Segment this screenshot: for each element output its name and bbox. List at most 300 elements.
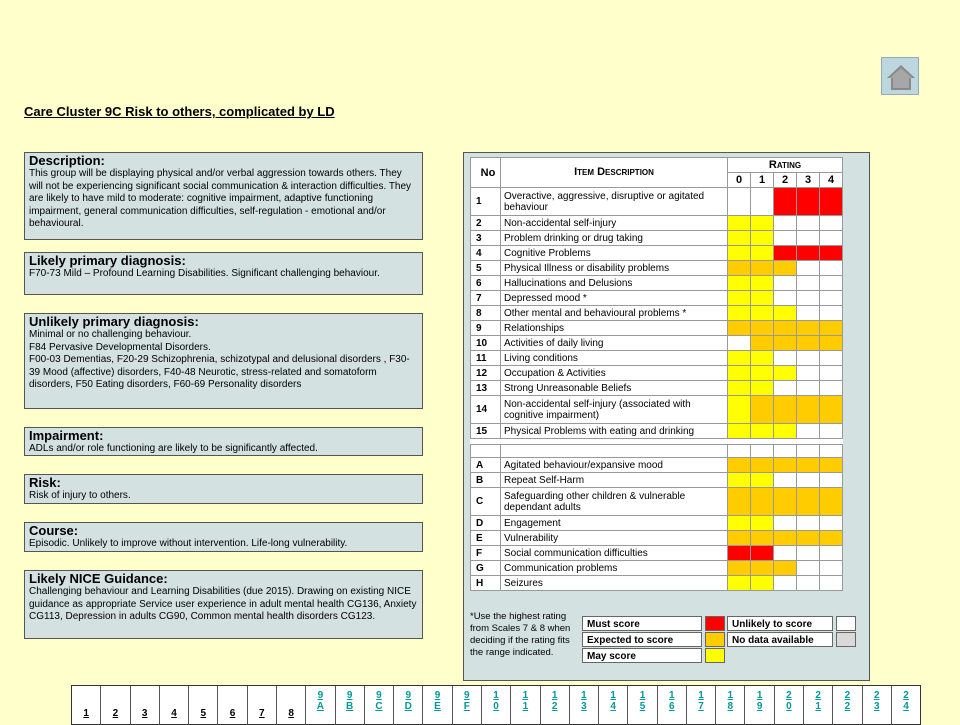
rating-cell bbox=[820, 261, 843, 276]
nav-link-line1: 3 bbox=[141, 708, 148, 719]
item-number: 1 bbox=[471, 188, 501, 216]
table-row bbox=[471, 488, 843, 516]
nav-link-line1: 1 bbox=[493, 690, 499, 701]
item-description: Agitated behaviour/expansive mood bbox=[501, 458, 728, 473]
nav-link-line2: A bbox=[316, 701, 324, 712]
nav-link-line2: 2 bbox=[551, 701, 558, 712]
legend-unlikely-swatch bbox=[836, 616, 856, 631]
nav-link-cluster[interactable] bbox=[72, 686, 101, 724]
rating-cell bbox=[820, 188, 843, 216]
rating-cell bbox=[751, 561, 774, 576]
item-number: E bbox=[471, 531, 501, 546]
legend-unlikely-score: Unlikely to score bbox=[727, 616, 833, 631]
info-panel-heading: Likely NICE Guidance: bbox=[29, 571, 168, 586]
rating-cell bbox=[774, 396, 797, 424]
nav-link-cluster[interactable] bbox=[306, 686, 335, 724]
item-description: Problem drinking or drug taking bbox=[501, 231, 728, 246]
rating-cell bbox=[774, 291, 797, 306]
rating-cell bbox=[797, 396, 820, 424]
item-number: 7 bbox=[471, 291, 501, 306]
rating-cell bbox=[728, 231, 751, 246]
rating-cell bbox=[774, 246, 797, 261]
table-row bbox=[471, 576, 843, 591]
nav-link-cluster[interactable] bbox=[160, 686, 189, 724]
separator-row bbox=[471, 445, 843, 458]
nav-link-line2: 0 bbox=[786, 701, 792, 712]
item-description: Social communication difficulties bbox=[501, 546, 728, 561]
info-panel-heading: Risk: bbox=[29, 475, 61, 490]
info-panel-text: This group will be displaying physical and/or verbal aggression towards others. They will not be experiencing significant social communication & interaction difficulties. They are likely to have mild to moderate: cognitive impairment, adaptive functioning impairment, general communication difficulties, self-regulation - emotional and/or behavioural. bbox=[29, 168, 412, 229]
rating-cell bbox=[728, 531, 751, 546]
rating-cell bbox=[797, 291, 820, 306]
table-row bbox=[471, 291, 843, 306]
rating-cell bbox=[820, 561, 843, 576]
rating-cell bbox=[774, 473, 797, 488]
rating-cell bbox=[751, 231, 774, 246]
legend-must-score: Must score bbox=[582, 616, 702, 631]
rating-cell bbox=[751, 291, 774, 306]
rating-cell bbox=[728, 561, 751, 576]
item-number: D bbox=[471, 516, 501, 531]
item-description: Non-accidental self-injury bbox=[501, 216, 728, 231]
rating-cell bbox=[751, 188, 774, 216]
rating-cell bbox=[728, 336, 751, 351]
item-number: 6 bbox=[471, 276, 501, 291]
rating-cell bbox=[751, 396, 774, 424]
nav-link-cluster[interactable] bbox=[892, 686, 920, 724]
nav-link-cluster[interactable] bbox=[658, 686, 687, 724]
rating-cell bbox=[774, 576, 797, 591]
rating-cell bbox=[820, 321, 843, 336]
nav-link-line1: 7 bbox=[259, 708, 265, 719]
item-number: 15 bbox=[471, 424, 501, 439]
table-row bbox=[471, 531, 843, 546]
info-panel-text: Challenging behaviour and Learning Disabilities (due 2015). Drawing on existing NICE guidance as appropriate Service user experience in adult mental health CG136, Anxiety CG113, Depression in adults CG90, Common mental health disorders CG123. bbox=[29, 586, 417, 622]
rating-cell bbox=[774, 306, 797, 321]
nav-link-line1: 1 bbox=[668, 690, 675, 701]
nav-link-line1: 5 bbox=[200, 708, 207, 719]
nav-link-cluster[interactable] bbox=[775, 686, 804, 724]
nav-link-line1: 2 bbox=[815, 690, 821, 701]
nav-link-cluster[interactable] bbox=[570, 686, 599, 724]
item-number: 2 bbox=[471, 216, 501, 231]
rating-cell bbox=[774, 231, 797, 246]
home-icon bbox=[886, 63, 916, 91]
rating-cell bbox=[797, 488, 820, 516]
rating-cell bbox=[797, 231, 820, 246]
info-panel-heading: Impairment: bbox=[29, 428, 104, 443]
rating-table bbox=[470, 157, 843, 591]
item-description: Physical Illness or disability problems bbox=[501, 261, 728, 276]
nav-link-cluster[interactable] bbox=[863, 686, 892, 724]
nav-link-line2: 8 bbox=[727, 701, 734, 712]
rating-cell bbox=[728, 546, 751, 561]
rating-level-header: 1 bbox=[751, 173, 774, 188]
nav-link-line2: 5 bbox=[639, 701, 646, 712]
rating-cell bbox=[751, 351, 774, 366]
item-description: Non-accidental self-injury (associated with cognitive impairment) bbox=[501, 396, 728, 424]
legend-may-score: May score bbox=[582, 648, 702, 663]
item-description: Strong Unreasonable Beliefs bbox=[501, 381, 728, 396]
rating-cell bbox=[797, 261, 820, 276]
nav-link-cluster[interactable] bbox=[131, 686, 160, 724]
nav-link-cluster[interactable] bbox=[599, 686, 628, 724]
item-description: Depressed mood * bbox=[501, 291, 728, 306]
rating-cell bbox=[728, 188, 751, 216]
rating-cell bbox=[751, 473, 774, 488]
rating-cell bbox=[774, 261, 797, 276]
rating-cell bbox=[820, 396, 843, 424]
nav-link-cluster[interactable] bbox=[336, 686, 365, 724]
nav-link-cluster[interactable] bbox=[716, 686, 745, 724]
item-description: Engagement bbox=[501, 516, 728, 531]
rating-cell bbox=[820, 424, 843, 439]
table-row bbox=[471, 276, 843, 291]
nav-link-cluster[interactable] bbox=[218, 686, 247, 724]
rating-cell bbox=[751, 381, 774, 396]
rating-cell bbox=[797, 321, 820, 336]
rating-level-header: 0 bbox=[728, 173, 751, 188]
rating-cell bbox=[797, 561, 820, 576]
rating-level-header: 3 bbox=[797, 173, 820, 188]
rating-cell bbox=[728, 306, 751, 321]
rating-cell bbox=[774, 351, 797, 366]
rating-cell bbox=[774, 321, 797, 336]
info-panel-text: F70-73 Mild – Profound Learning Disabilities. Significant challenging behaviour. bbox=[29, 268, 380, 279]
rating-cell bbox=[820, 306, 843, 321]
rating-cell bbox=[797, 351, 820, 366]
rating-cell bbox=[728, 351, 751, 366]
item-description: Relationships bbox=[501, 321, 728, 336]
nav-link-line1: 1 bbox=[551, 690, 558, 701]
item-description: Vulnerability bbox=[501, 531, 728, 546]
item-description: Activities of daily living bbox=[501, 336, 728, 351]
item-description: Physical Problems with eating and drinking bbox=[501, 424, 728, 439]
item-number: 8 bbox=[471, 306, 501, 321]
rating-level-header: 4 bbox=[820, 173, 843, 188]
rating-cell bbox=[774, 366, 797, 381]
rating-cell bbox=[751, 458, 774, 473]
table-row bbox=[471, 366, 843, 381]
nav-link-cluster[interactable] bbox=[365, 686, 394, 724]
nav-link-line1: 2 bbox=[112, 708, 119, 719]
page-title: Care Cluster 9C Risk to others, complicated by LD bbox=[24, 104, 335, 119]
rating-cell bbox=[728, 366, 751, 381]
nav-link-line2: B bbox=[346, 701, 354, 712]
rating-cell bbox=[797, 516, 820, 531]
nav-link-line2: 0 bbox=[493, 701, 499, 712]
table-row bbox=[471, 396, 843, 424]
nav-link-line2: E bbox=[434, 701, 441, 712]
nav-link-line2: 4 bbox=[903, 701, 909, 712]
nav-link-line2: 1 bbox=[815, 701, 821, 712]
nav-link-cluster[interactable] bbox=[453, 686, 482, 724]
nav-link-line1: 9 bbox=[464, 690, 470, 701]
table-row bbox=[471, 188, 843, 216]
rating-cell bbox=[820, 216, 843, 231]
col-rating-header: Rating bbox=[728, 158, 843, 173]
nav-link-cluster[interactable] bbox=[745, 686, 774, 724]
cluster-nav-bar bbox=[71, 685, 921, 725]
nav-link-line1: 9 bbox=[405, 690, 412, 701]
rating-cell bbox=[728, 458, 751, 473]
rating-cell bbox=[797, 546, 820, 561]
nav-link-line2: C bbox=[375, 701, 383, 712]
nav-link-cluster[interactable] bbox=[423, 686, 452, 724]
rating-cell bbox=[751, 488, 774, 516]
rating-cell bbox=[751, 366, 774, 381]
rating-cell bbox=[774, 188, 797, 216]
info-panel-text: Minimal or no challenging behaviour. F84 Pervasive Developmental Disorders. F00-03 Dementias, F20-29 Schizophrenia, schizotypal and delusional disorders , F30-39 Mood (affective) disorders, F40-48 Neurotic, stress-related and somatoform disorders, F50 Eating disorders, F60-69 Personality disorders bbox=[29, 329, 410, 390]
rating-cell bbox=[820, 458, 843, 473]
rating-cell bbox=[728, 276, 751, 291]
table-row bbox=[471, 216, 843, 231]
info-panel bbox=[24, 474, 423, 504]
nav-link-line2: D bbox=[404, 701, 412, 712]
rating-cell bbox=[820, 351, 843, 366]
item-number: 4 bbox=[471, 246, 501, 261]
item-description: Repeat Self-Harm bbox=[501, 473, 728, 488]
nav-link-line2: 7 bbox=[698, 701, 704, 712]
rating-cell bbox=[728, 424, 751, 439]
rating-cell bbox=[774, 546, 797, 561]
table-row bbox=[471, 424, 843, 439]
nav-link-line2: 4 bbox=[610, 701, 616, 712]
rating-cell bbox=[774, 561, 797, 576]
item-number: 5 bbox=[471, 261, 501, 276]
legend-no-data-swatch bbox=[836, 632, 856, 647]
rating-cell bbox=[751, 336, 774, 351]
rating-cell bbox=[728, 473, 751, 488]
info-panel bbox=[24, 152, 423, 240]
info-panel bbox=[24, 427, 423, 456]
nav-link-line1: 1 bbox=[756, 690, 763, 701]
table-row bbox=[471, 321, 843, 336]
rating-cell bbox=[820, 366, 843, 381]
nav-link-line1: 2 bbox=[844, 690, 851, 701]
info-panel-text: Risk of injury to others. bbox=[29, 490, 131, 501]
nav-link-line1: 9 bbox=[346, 690, 353, 701]
rating-cell bbox=[820, 231, 843, 246]
rating-cell bbox=[820, 336, 843, 351]
rating-cell bbox=[728, 576, 751, 591]
nav-link-line1: 1 bbox=[610, 690, 616, 701]
rating-cell bbox=[797, 531, 820, 546]
rating-cell bbox=[774, 488, 797, 516]
rating-cell bbox=[728, 488, 751, 516]
item-description: Occupation & Activities bbox=[501, 366, 728, 381]
item-description: Safeguarding other children & vulnerable dependant adults bbox=[501, 488, 728, 516]
nav-link-line1: 4 bbox=[171, 708, 177, 719]
rating-cell bbox=[751, 216, 774, 231]
item-number: 14 bbox=[471, 396, 501, 424]
nav-link-cluster[interactable] bbox=[511, 686, 540, 724]
legend-may-swatch bbox=[705, 648, 725, 663]
rating-cell bbox=[797, 458, 820, 473]
legend-must-swatch bbox=[705, 616, 725, 631]
item-description: Other mental and behavioural problems * bbox=[501, 306, 728, 321]
info-panel bbox=[24, 570, 423, 639]
nav-link-line1: 2 bbox=[873, 690, 880, 701]
item-description: Hallucinations and Delusions bbox=[501, 276, 728, 291]
nav-link-line1: 1 bbox=[581, 690, 587, 701]
nav-link-cluster[interactable] bbox=[833, 686, 862, 724]
rating-cell bbox=[728, 381, 751, 396]
rating-cell bbox=[797, 336, 820, 351]
rating-cell bbox=[820, 516, 843, 531]
item-number: 13 bbox=[471, 381, 501, 396]
nav-link-line1: 1 bbox=[727, 690, 734, 701]
nav-link-cluster[interactable] bbox=[101, 686, 130, 724]
table-row bbox=[471, 261, 843, 276]
rating-cell bbox=[728, 261, 751, 276]
nav-link-line1: 9 bbox=[434, 690, 441, 701]
nav-link-line2: 3 bbox=[581, 701, 587, 712]
rating-cell bbox=[820, 546, 843, 561]
nav-link-line2: F bbox=[463, 701, 470, 712]
rating-cell bbox=[797, 366, 820, 381]
table-row bbox=[471, 546, 843, 561]
item-number: 12 bbox=[471, 366, 501, 381]
rating-cell bbox=[751, 516, 774, 531]
rating-cell bbox=[774, 381, 797, 396]
nav-link-line1: 2 bbox=[786, 690, 792, 701]
rating-cell bbox=[797, 246, 820, 261]
item-description: Seizures bbox=[501, 576, 728, 591]
nav-link-line1: 9 bbox=[376, 690, 382, 701]
rating-cell bbox=[797, 576, 820, 591]
rating-cell bbox=[797, 381, 820, 396]
rating-cell bbox=[728, 246, 751, 261]
rating-cell bbox=[820, 473, 843, 488]
rating-cell bbox=[820, 488, 843, 516]
item-number: 11 bbox=[471, 351, 501, 366]
rating-cell bbox=[728, 321, 751, 336]
nav-link-line2: 9 bbox=[756, 701, 763, 712]
rating-cell bbox=[751, 424, 774, 439]
rating-cell bbox=[797, 424, 820, 439]
table-row bbox=[471, 246, 843, 261]
nav-link-cluster[interactable] bbox=[394, 686, 423, 724]
rating-cell bbox=[751, 246, 774, 261]
item-number: 3 bbox=[471, 231, 501, 246]
nav-link-cluster[interactable] bbox=[277, 686, 306, 724]
nav-link-cluster[interactable] bbox=[189, 686, 218, 724]
nav-link-cluster[interactable] bbox=[482, 686, 511, 724]
nav-link-cluster[interactable] bbox=[248, 686, 277, 724]
item-number: B bbox=[471, 473, 501, 488]
nav-link-line1: 6 bbox=[229, 708, 236, 719]
rating-cell bbox=[774, 276, 797, 291]
table-row bbox=[471, 381, 843, 396]
item-number: F bbox=[471, 546, 501, 561]
rating-cell bbox=[751, 531, 774, 546]
rating-cell bbox=[797, 276, 820, 291]
nav-link-line2: 2 bbox=[844, 701, 851, 712]
legend-expected-score: Expected to score bbox=[582, 632, 702, 647]
item-number: A bbox=[471, 458, 501, 473]
nav-link-line1: 8 bbox=[288, 708, 294, 719]
nav-link-cluster[interactable] bbox=[628, 686, 657, 724]
info-panel-heading: Description: bbox=[29, 153, 105, 168]
item-number: 10 bbox=[471, 336, 501, 351]
rating-cell bbox=[774, 336, 797, 351]
rating-cell bbox=[728, 396, 751, 424]
rating-cell bbox=[820, 381, 843, 396]
rating-cell bbox=[774, 424, 797, 439]
table-row bbox=[471, 458, 843, 473]
table-row bbox=[471, 306, 843, 321]
nav-link-line1: 1 bbox=[639, 690, 646, 701]
nav-link-line1: 1 bbox=[698, 690, 704, 701]
table-row bbox=[471, 336, 843, 351]
rating-cell bbox=[797, 188, 820, 216]
table-row bbox=[471, 231, 843, 246]
rating-cell bbox=[751, 546, 774, 561]
info-panel-text: ADLs and/or role functioning are likely to be significantly affected. bbox=[29, 443, 318, 454]
rating-cell bbox=[751, 321, 774, 336]
nav-link-cluster[interactable] bbox=[804, 686, 833, 724]
col-description-header: Item Description bbox=[501, 158, 728, 188]
legend-note: *Use the highest rating from Scales 7 & 8 when deciding if the rating fits the range indicated. bbox=[470, 611, 571, 658]
rating-cell bbox=[820, 576, 843, 591]
info-panel bbox=[24, 252, 423, 295]
rating-cell bbox=[820, 246, 843, 261]
item-description: Living conditions bbox=[501, 351, 728, 366]
nav-link-line2: 6 bbox=[668, 701, 675, 712]
rating-cell bbox=[774, 516, 797, 531]
item-description: Communication problems bbox=[501, 561, 728, 576]
rating-cell bbox=[774, 458, 797, 473]
table-row bbox=[471, 351, 843, 366]
item-number: C bbox=[471, 488, 501, 516]
info-panel bbox=[24, 522, 423, 552]
rating-cell bbox=[820, 291, 843, 306]
nav-link-cluster[interactable] bbox=[687, 686, 716, 724]
item-number: 9 bbox=[471, 321, 501, 336]
nav-link-line1: 1 bbox=[83, 708, 89, 719]
info-panel bbox=[24, 313, 423, 409]
nav-link-line1: 1 bbox=[522, 690, 529, 701]
table-row bbox=[471, 516, 843, 531]
rating-cell bbox=[797, 473, 820, 488]
rating-cell bbox=[797, 216, 820, 231]
rating-cell bbox=[774, 531, 797, 546]
rating-cell bbox=[751, 306, 774, 321]
info-panel-heading: Course: bbox=[29, 523, 79, 538]
home-button[interactable] bbox=[881, 57, 919, 95]
info-panel-heading: Likely primary diagnosis: bbox=[29, 253, 186, 268]
nav-link-line1: 9 bbox=[317, 690, 324, 701]
col-no-header: No bbox=[471, 158, 501, 188]
rating-cell bbox=[774, 216, 797, 231]
rating-cell bbox=[820, 531, 843, 546]
nav-link-line2: 3 bbox=[873, 701, 880, 712]
rating-cell bbox=[751, 261, 774, 276]
rating-cell bbox=[751, 576, 774, 591]
rating-level-header: 2 bbox=[774, 173, 797, 188]
rating-cell bbox=[728, 516, 751, 531]
item-description: Cognitive Problems bbox=[501, 246, 728, 261]
item-number: G bbox=[471, 561, 501, 576]
nav-link-line2: 1 bbox=[522, 701, 529, 712]
nav-link-line1: 2 bbox=[903, 690, 909, 701]
table-row bbox=[471, 473, 843, 488]
nav-link-cluster[interactable] bbox=[541, 686, 570, 724]
rating-cell bbox=[728, 216, 751, 231]
info-panel-text: Episodic. Unlikely to improve without intervention. Life-long vulnerability. bbox=[29, 538, 348, 549]
rating-cell bbox=[751, 276, 774, 291]
